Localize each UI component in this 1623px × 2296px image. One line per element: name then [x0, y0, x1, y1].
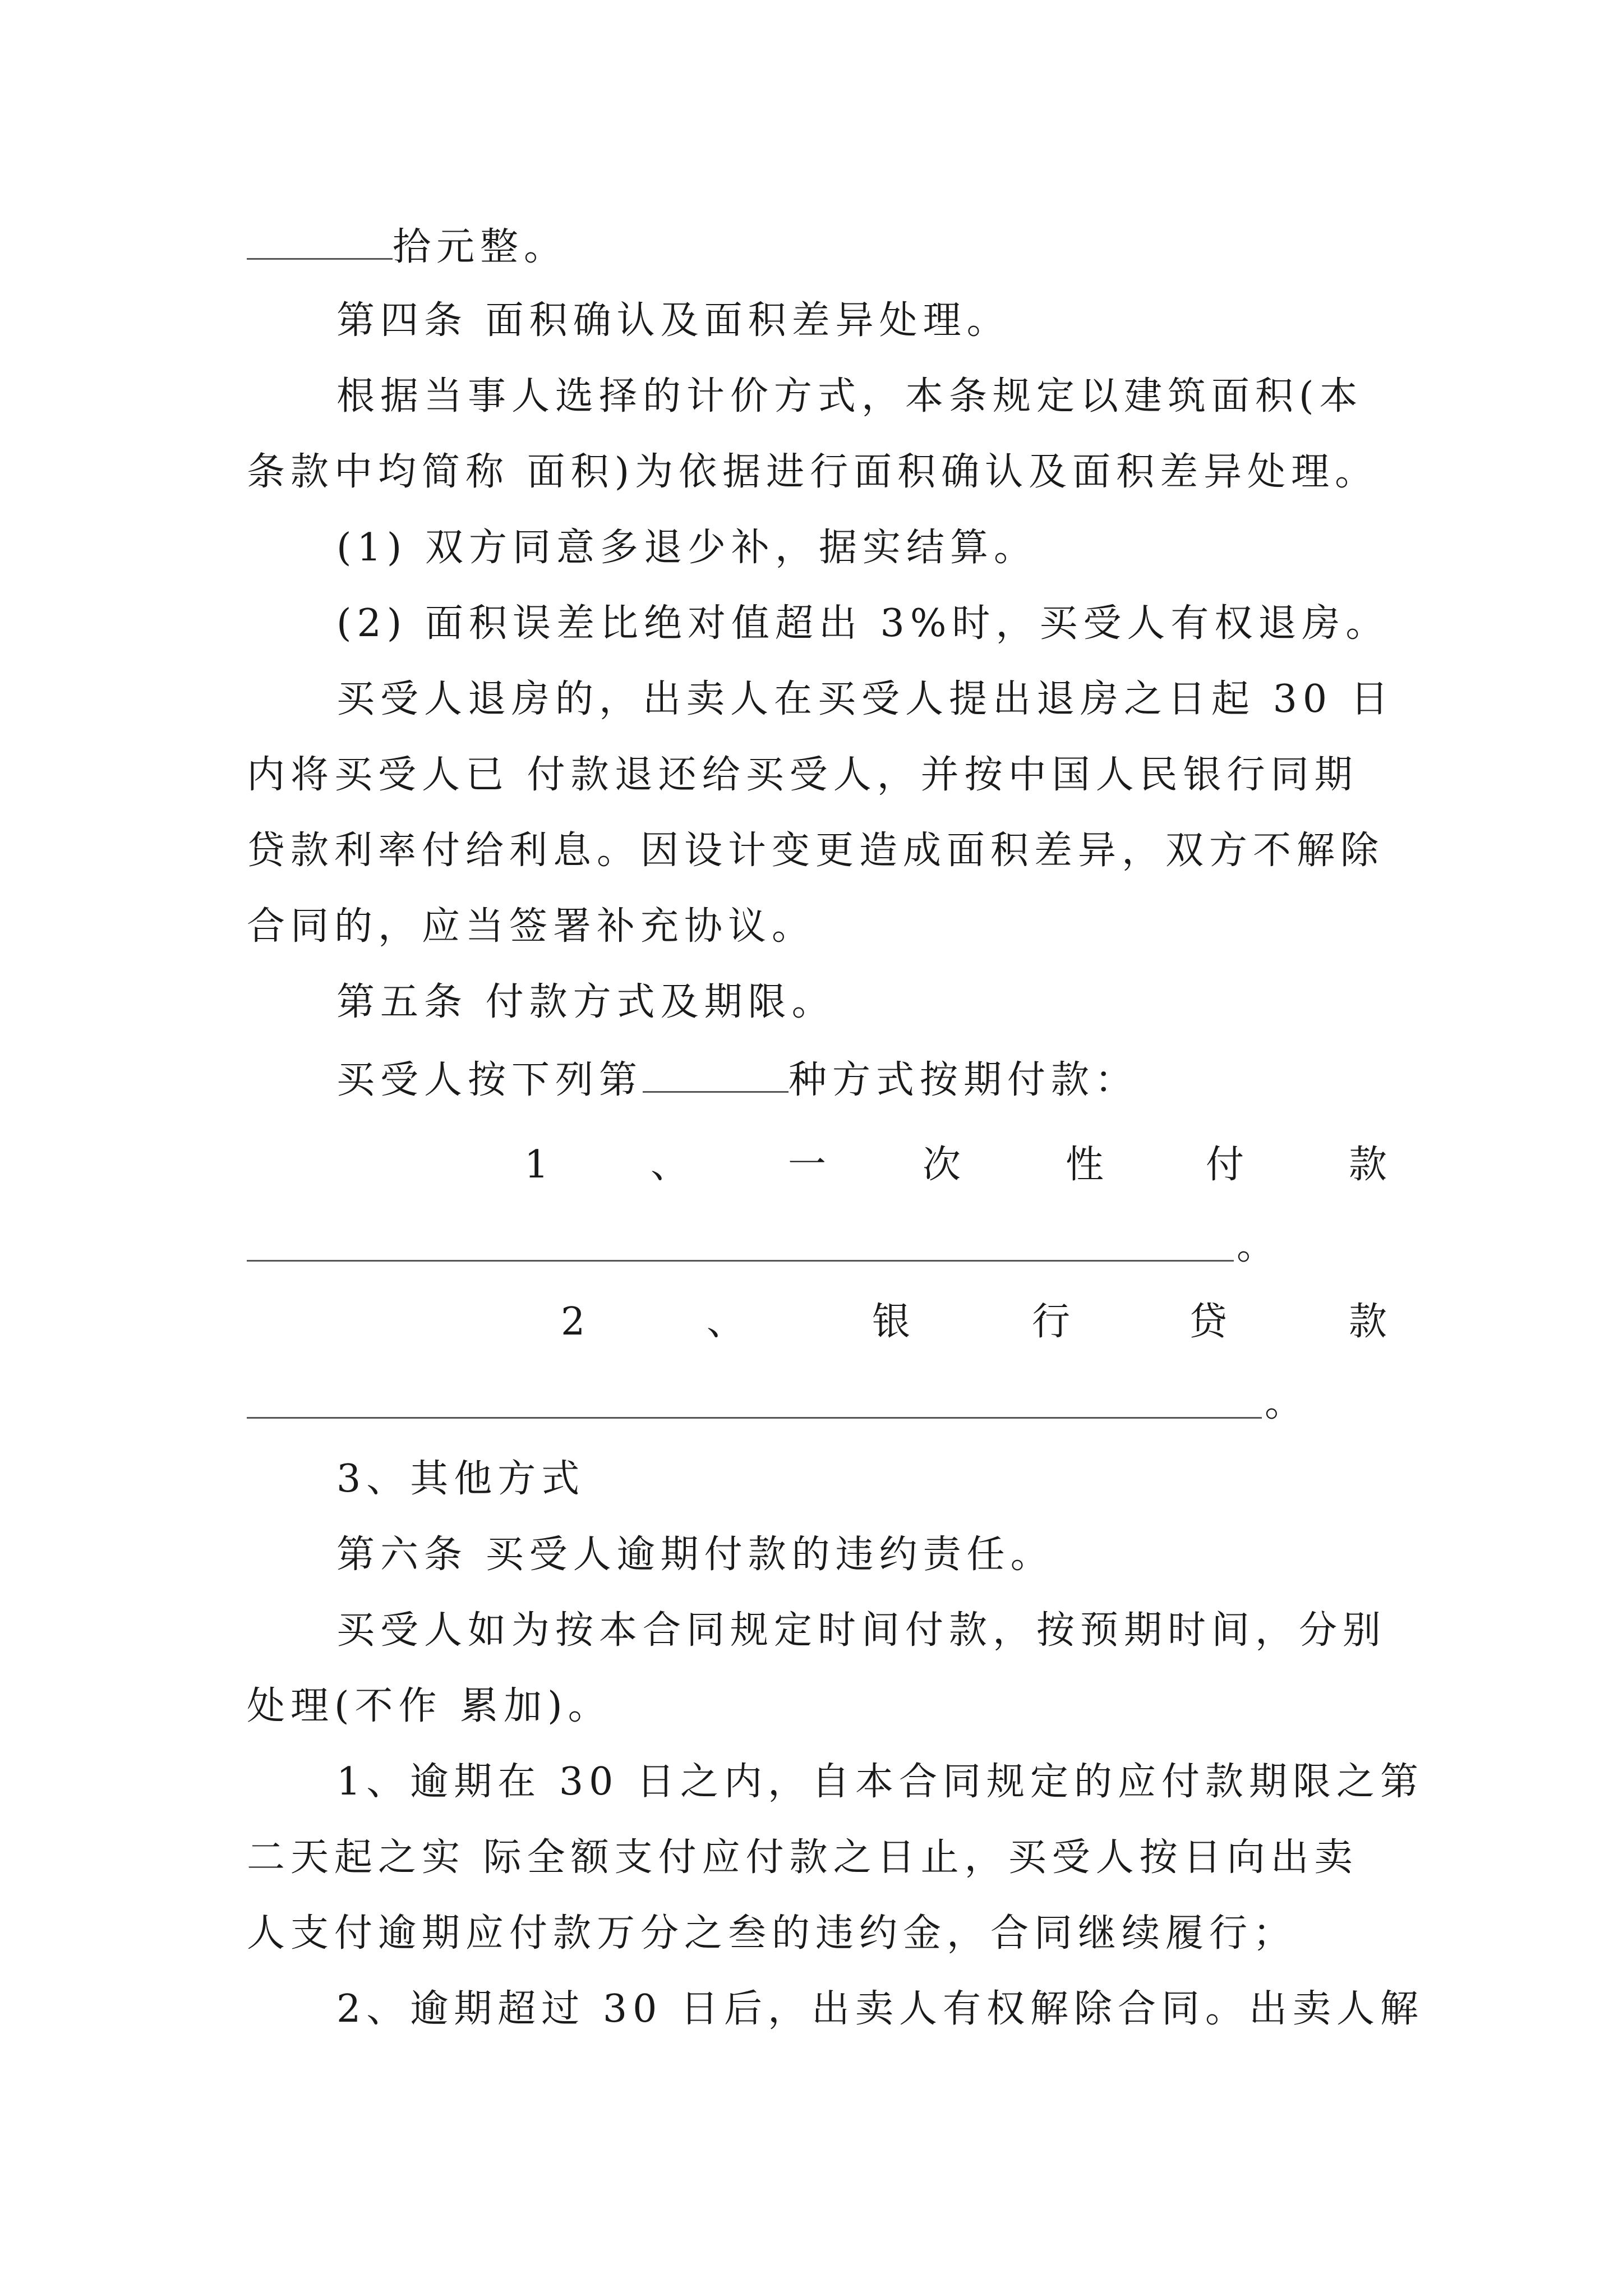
paragraph-line: 人支付逾期应付款万分之叁的违约金，合同继续履行； — [247, 1911, 1297, 1955]
article-6-heading: 第六条 买受人逾期付款的违约责任。 — [336, 1533, 1054, 1577]
option-1-char: 、 — [651, 1143, 689, 1187]
paragraph-line: 根据当事人选择的计价方式，本条规定以建筑面积(本 — [336, 374, 1363, 418]
article-5-heading: 第五条 付款方式及期限。 — [336, 980, 836, 1024]
option-2-line — [247, 1297, 1391, 1347]
payment-method-line — [336, 1053, 1391, 1103]
paragraph-line: 买受人退房的，出卖人在买受人提出退房之日起 30 日 — [336, 677, 1394, 721]
option-1-char: 次 — [923, 1143, 961, 1187]
payment-method-suffix: 种方式按期付款： — [789, 1058, 1139, 1102]
payment-method-prefix: 买受人按下列第 — [336, 1058, 643, 1102]
article-4-heading: 第四条 面积确认及面积差异处理。 — [336, 298, 1011, 343]
payment-method-blank[interactable] — [643, 1053, 789, 1093]
option-2-blank[interactable] — [247, 1417, 1262, 1419]
option-2-end: 。 — [1265, 1381, 1303, 1425]
clause-2: (2) 面积误差比绝对值超出 3%时，买受人有权退房。 — [336, 601, 1390, 646]
option-1-char: 1 — [524, 1143, 549, 1187]
option-1-end: 。 — [1237, 1224, 1275, 1268]
option-2-char: 2 — [561, 1300, 585, 1344]
paragraph-line: 2、逾期超过 30 日后，出卖人有权解除合同。出卖人解 — [336, 1987, 1424, 2031]
clause-1: (1) 双方同意多退少补，据实结算。 — [336, 526, 1038, 570]
option-2-fill-line — [247, 1378, 1340, 1429]
option-1-blank[interactable] — [247, 1260, 1234, 1262]
option-1-char: 付 — [1206, 1143, 1244, 1187]
amount-text: 拾元整。 — [393, 225, 568, 269]
paragraph-line: 买受人如为按本合同规定时间付款，按预期时间，分别 — [336, 1608, 1387, 1653]
option-2-char: 贷 — [1189, 1300, 1228, 1344]
option-3-line: 3、其他方式 — [336, 1457, 585, 1501]
paragraph-line: 条款中均简称 面积)为依据进行面积确认及面积差异处理。 — [247, 450, 1379, 494]
option-2-char: 款 — [1349, 1300, 1387, 1344]
option-2-char: 银 — [872, 1300, 911, 1344]
paragraph-line: 二天起之实 际全额支付应付款之日止，买受人按日向出卖 — [247, 1835, 1358, 1880]
option-2-char: 、 — [707, 1300, 745, 1344]
paragraph-line: 内将买受人已 付款退还给买受人，并按中国人民银行同期 — [247, 753, 1358, 797]
amount-line — [247, 220, 1391, 270]
option-1-line — [247, 1140, 1391, 1190]
paragraph-line: 合同的，应当签署补充协议。 — [247, 904, 816, 949]
amount-blank[interactable] — [247, 220, 393, 260]
option-2-char: 行 — [1032, 1300, 1071, 1344]
paragraph-line: 贷款利率付给利息。因设计变更造成面积差异，双方不解除 — [247, 829, 1385, 873]
option-1-char: 款 — [1349, 1143, 1387, 1187]
option-1-char: 性 — [1066, 1143, 1104, 1187]
paragraph-line: 1、逾期在 30 日之内，自本合同规定的应付款期限之第 — [336, 1760, 1424, 1804]
option-1-fill-line — [247, 1221, 1312, 1272]
option-1-char: 一 — [788, 1143, 827, 1187]
paragraph-line: 处理(不作 累加)。 — [247, 1684, 612, 1728]
